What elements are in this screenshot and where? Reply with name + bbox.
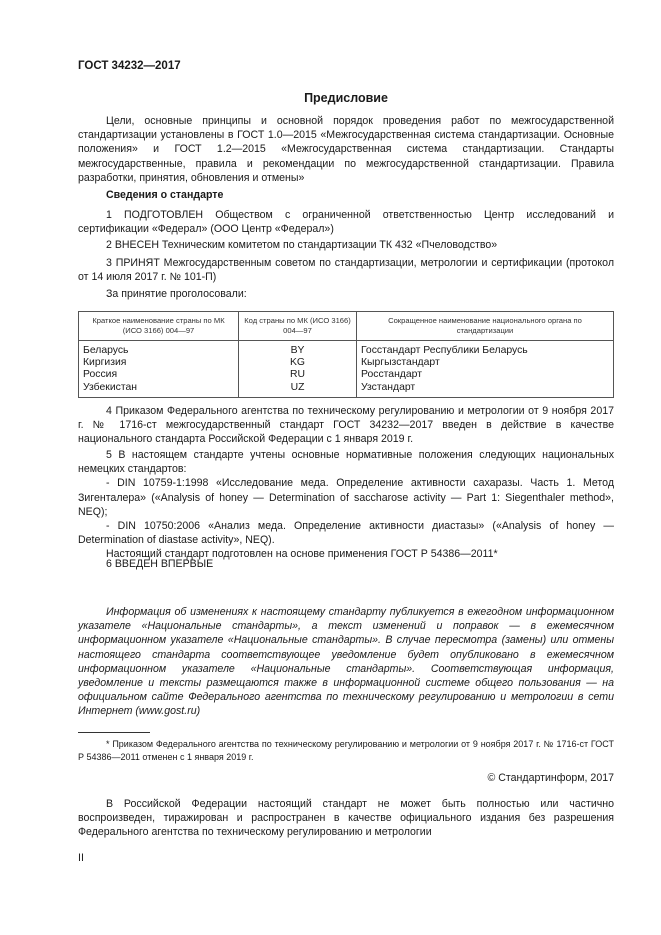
rights-notice: В Российской Федерации настоящий стандарт не может быть полностью или частично воспроизведен, тиражирован и распространен в качестве официального издания без разрешения Федерального агентства по техническому регулированию и метрологии <box>78 798 614 839</box>
table-header-country: Краткое наименование страны по МК (ИСО 3166) 004—97 <box>79 312 239 341</box>
footnote-divider <box>78 732 150 733</box>
table-cell-country: Киргизия <box>79 357 239 369</box>
footnote: * Приказом Федерального агентства по техническому регулированию и метрологии от 9 ноября 2017 г. № 1716-ст ГОСТ Р 54386—2011 отменен с 1 января 2019 г. <box>78 739 614 762</box>
table-cell-code: UZ <box>239 382 357 398</box>
section-heading: Сведения о стандарте <box>106 189 224 201</box>
item-3-adopted: 3 ПРИНЯТ Межгосударственным советом по стандартизации, метрологии и сертификации (протокол от 14 июля 2017 г. № 101-П) <box>78 257 614 284</box>
table-cell-body: Узстандарт <box>357 382 614 398</box>
table-cell-code: KG <box>239 357 357 369</box>
table-cell-country: Узбекистан <box>79 382 239 398</box>
table-cell-country: Россия <box>79 369 239 381</box>
table-cell-country: Беларусь <box>79 341 239 358</box>
voting-table <box>78 311 614 398</box>
item-2-submitted: 2 ВНЕСЕН Техническим комитетом по стандартизации ТК 432 «Пчеловодство» <box>106 239 498 251</box>
table-cell-code: BY <box>239 341 357 358</box>
copyright-line: © Стандартинформ, 2017 <box>487 772 614 784</box>
table-row <box>79 382 614 398</box>
item-4-order: 4 Приказом Федерального агентства по техническому регулированию и метрологии от 9 ноября 2017 г. № 1716-ст межгосударственный стандарт ГОСТ 34232—2017 введен в действие в качестве национального стандарта Российской Федерации с 1 января 2019 г. <box>78 405 614 446</box>
table-cell-body: Госстандарт Республики Беларусь <box>357 341 614 358</box>
page-number: II <box>78 852 84 864</box>
item-5-group <box>78 448 614 562</box>
item-5-din-10750: - DIN 10750:2006 «Анализ меда. Определение активности диастазы» («Analysis of honey — Determination of diastase activity», NEQ). <box>78 520 614 547</box>
page-title: Предисловие <box>304 91 388 105</box>
table-header-code: Код страны по МК (ИСО 3166) 004—97 <box>239 312 357 341</box>
voted-label: За принятие проголосовали: <box>106 288 247 300</box>
table-row <box>79 369 614 381</box>
table-cell-body: Кыргызстандарт <box>357 357 614 369</box>
table-row <box>79 357 614 369</box>
item-1-prepared: 1 ПОДГОТОВЛЕН Обществом с ограниченной ответственностью Центр исследований и сертификации «Федерал» (ООО Центр «Федерал») <box>78 209 614 236</box>
item-5-din-10759: - DIN 10759-1:1998 «Исследование меда. Определение активности сахаразы. Часть 1. Метод Зигенталера» («Analysis of honey — Determination of saccharose activity — Part 1: Siegenthaler method», NEQ); <box>78 477 614 518</box>
table-cell-body: Росстандарт <box>357 369 614 381</box>
item-5-basis-note: Настоящий стандарт подготовлен на основе применения ГОСТ Р 54386—2011* <box>106 548 498 561</box>
intro-paragraph: Цели, основные принципы и основной порядок проведения работ по межгосударственной стандартизации установлены в ГОСТ 1.0—2015 «Межгосударственная система стандартизации. Основные положения» и ГОСТ 1.2—2015 «Межгосударственная система стандартизации. Стандарты межгосударственные, правила и рекомендации по межгосударственной стандартизации. Правила разработки, принятия, обновления и отмены» <box>78 115 614 184</box>
table-header-body: Сокращенное наименование национального органа по стандартизации <box>357 312 614 341</box>
table-row <box>79 341 614 358</box>
item-6-introduced: 6 ВВЕДЕН ВПЕРВЫЕ <box>106 558 214 570</box>
changes-info-paragraph: Информация об изменениях к настоящему стандарту публикуется в ежегодном информационном указателе «Национальные стандарты», а текст изменений и поправок — в ежемесячном информационном указателе «Национальные стандарты». В случае пересмотра (замены) или отмены настоящего стандарта соответствующее уведомление будет опубликовано в ежемесячном информационном указателе «Национальные стандарты». Соответствующая информация, уведомление и тексты размещаются также в информационной системе общего пользования — на официальном сайте Федерального агентства по техническому регулированию и метрологии в сети Интернет (www.gost.ru) <box>78 606 614 718</box>
item-5-intro: 5 В настоящем стандарте учтены основные нормативные положения следующих национальных немецких стандартов: <box>78 449 614 476</box>
standard-code: ГОСТ 34232—2017 <box>78 60 181 72</box>
table-header-row <box>79 312 614 341</box>
table-cell-code: RU <box>239 369 357 381</box>
